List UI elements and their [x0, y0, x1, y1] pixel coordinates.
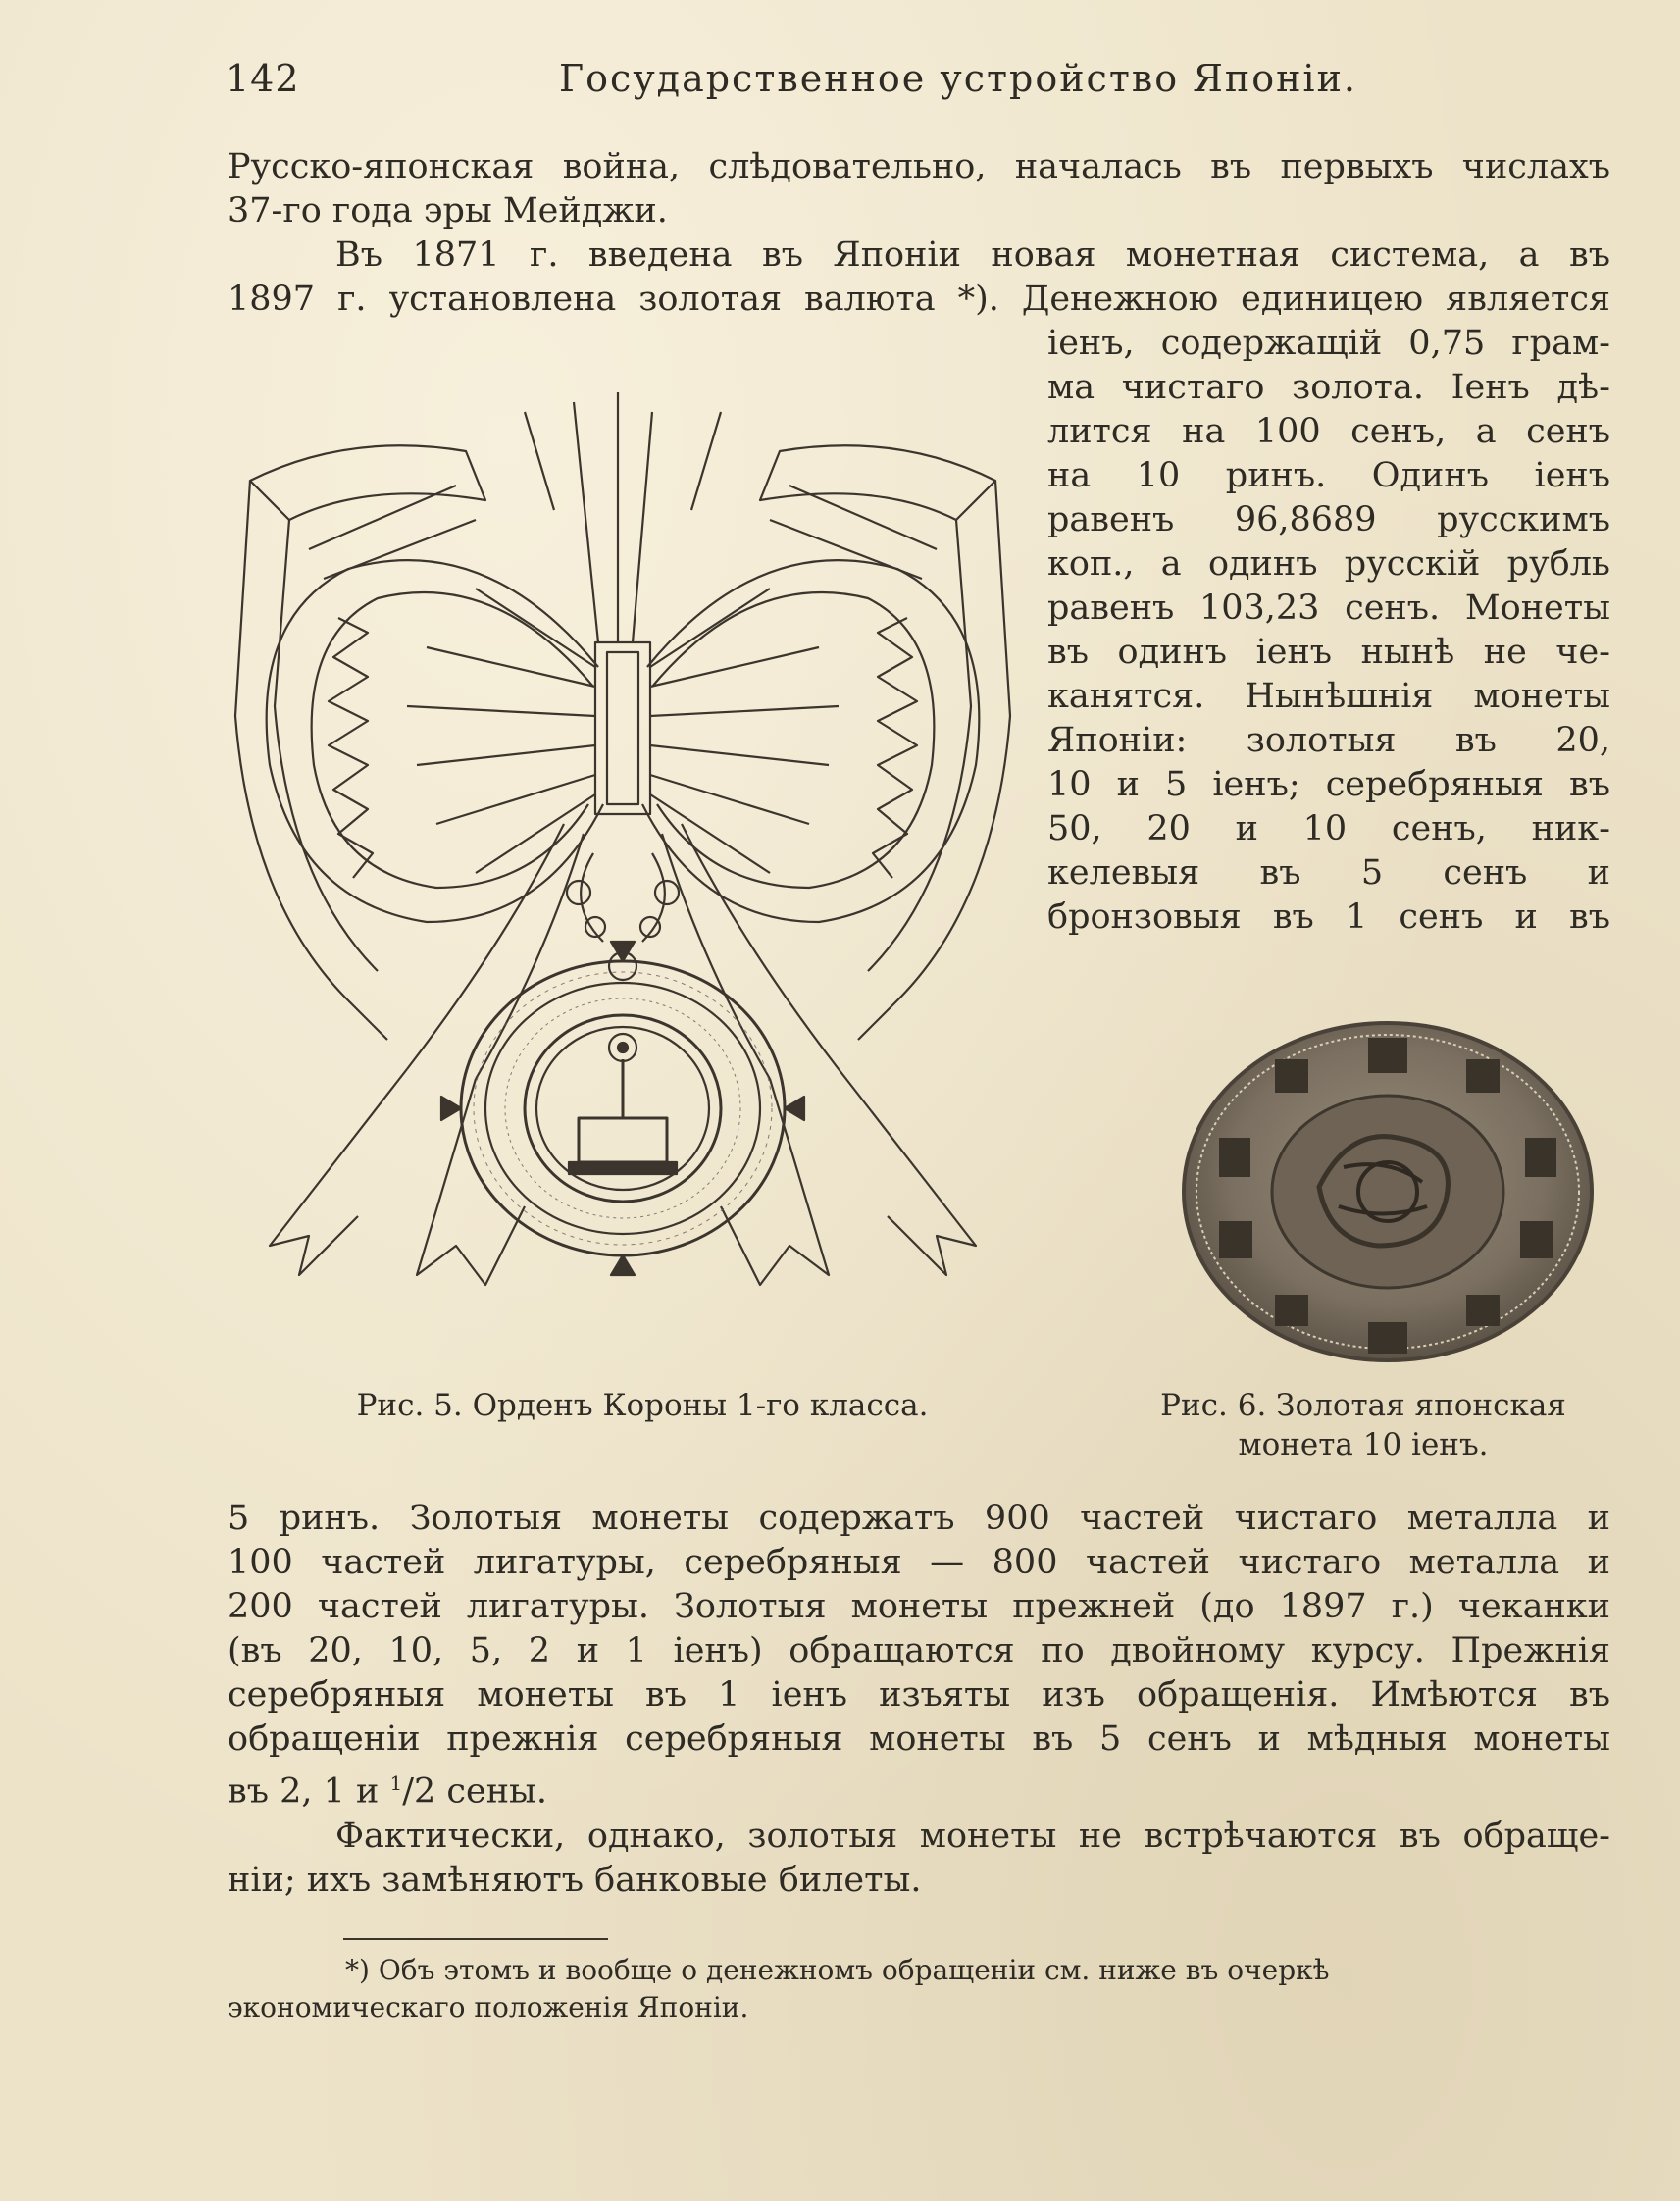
paragraph-3 [228, 1815, 1610, 1903]
right-column-text [1047, 322, 1610, 984]
text-line: коп., а одинъ русскій рубль [1047, 544, 1610, 584]
text-line: 5 ринъ. Золотыя монеты содержатъ 900 частей чистаго металла и [228, 1499, 1610, 1538]
text-line: 10 и 5 іенъ; серебряныя въ [1047, 765, 1610, 804]
figure-6-caption [1108, 1386, 1618, 1464]
text-line: 50, 20 и 10 сенъ, ник- [1047, 809, 1610, 848]
text-line: келевыя въ 5 сенъ и [1047, 853, 1610, 893]
text-line: канятся. Нынѣшнія монеты [1047, 677, 1610, 716]
text-line [1047, 940, 1610, 984]
text-line: бронзовыя въ 1 сенъ и въ [1047, 897, 1610, 937]
paragraph-1 [228, 145, 1610, 322]
text-line: въ 2, 1 и $^1$/2 сены. [228, 1771, 548, 1812]
order-of-crown-illustration [230, 392, 1015, 1314]
figure-5-caption: Рис. 5. Орденъ Короны 1-го класса. [356, 1388, 929, 1423]
text-line: Русско-японская война, слѣдовательно, началась въ первыхъ числахъ [228, 147, 1610, 186]
text-line: въ одинъ іенъ нынѣ не че- [1047, 633, 1610, 672]
text-line: ма чистаго золота. Іенъ дѣ- [1047, 368, 1610, 407]
text-line: обращеніи прежнія серебряныя монеты въ 5 сенъ и мѣдныя монеты [228, 1719, 1610, 1759]
text-line: 37-го года эры Мейджи. [228, 191, 668, 230]
text-line: Японіи: золотыя въ 20, [1047, 721, 1610, 760]
text-line: ніи; ихъ замѣняютъ банковые билеты. [228, 1861, 922, 1900]
paragraph-2 [228, 1497, 1610, 1812]
running-title: Государственное устройство Японіи. [559, 57, 1357, 100]
figure-6-caption-line: монета 10 іенъ. [1238, 1427, 1489, 1462]
running-header [226, 57, 1608, 106]
text-line: равенъ 103,23 сенъ. Монеты [1047, 589, 1610, 628]
footnote [228, 1952, 1610, 2026]
text-line: серебряныя монеты въ 1 іенъ изъяты изъ обращенія. Имѣются въ [228, 1675, 1610, 1715]
text-line: лится на 100 сенъ, а сенъ [1047, 412, 1610, 451]
text-line: Фактически, однако, золотыя монеты не встрѣчаются въ обраще- [335, 1817, 1610, 1856]
text-line: 100 частей лигатуры, серебряныя — 800 частей чистаго металла и [228, 1543, 1610, 1582]
text-line: (въ 20, 10, 5, 2 и 1 іенъ) обращаются по двойному курсу. Прежнія [228, 1631, 1610, 1670]
text-line: іенъ, содержащій 0,75 грам- [1047, 324, 1610, 363]
figure-6-caption-line: Рис. 6. Золотая японская [1160, 1388, 1566, 1423]
page-number: 142 [226, 57, 300, 100]
footnote-line: экономическаго положенія Японіи. [228, 1991, 749, 2023]
gold-coin-illustration [1172, 1010, 1604, 1373]
text-line: Въ 1871 г. введена въ Японіи новая монетная система, а въ [335, 235, 1610, 275]
text-line: равенъ 96,8689 русскимъ [1047, 500, 1610, 539]
text-line: 200 частей лигатуры. Золотыя монеты прежней (до 1897 г.) чеканки [228, 1587, 1610, 1626]
footnote-line: *) Объ этомъ и вообще о денежномъ обращеніи см. ниже въ очеркѣ [345, 1954, 1330, 1986]
text-line: на 10 ринъ. Одинъ іенъ [1047, 456, 1610, 495]
footnote-divider [343, 1938, 608, 1940]
text-line: 1897 г. установлена золотая валюта *). Денежною единицею является [228, 280, 1610, 319]
